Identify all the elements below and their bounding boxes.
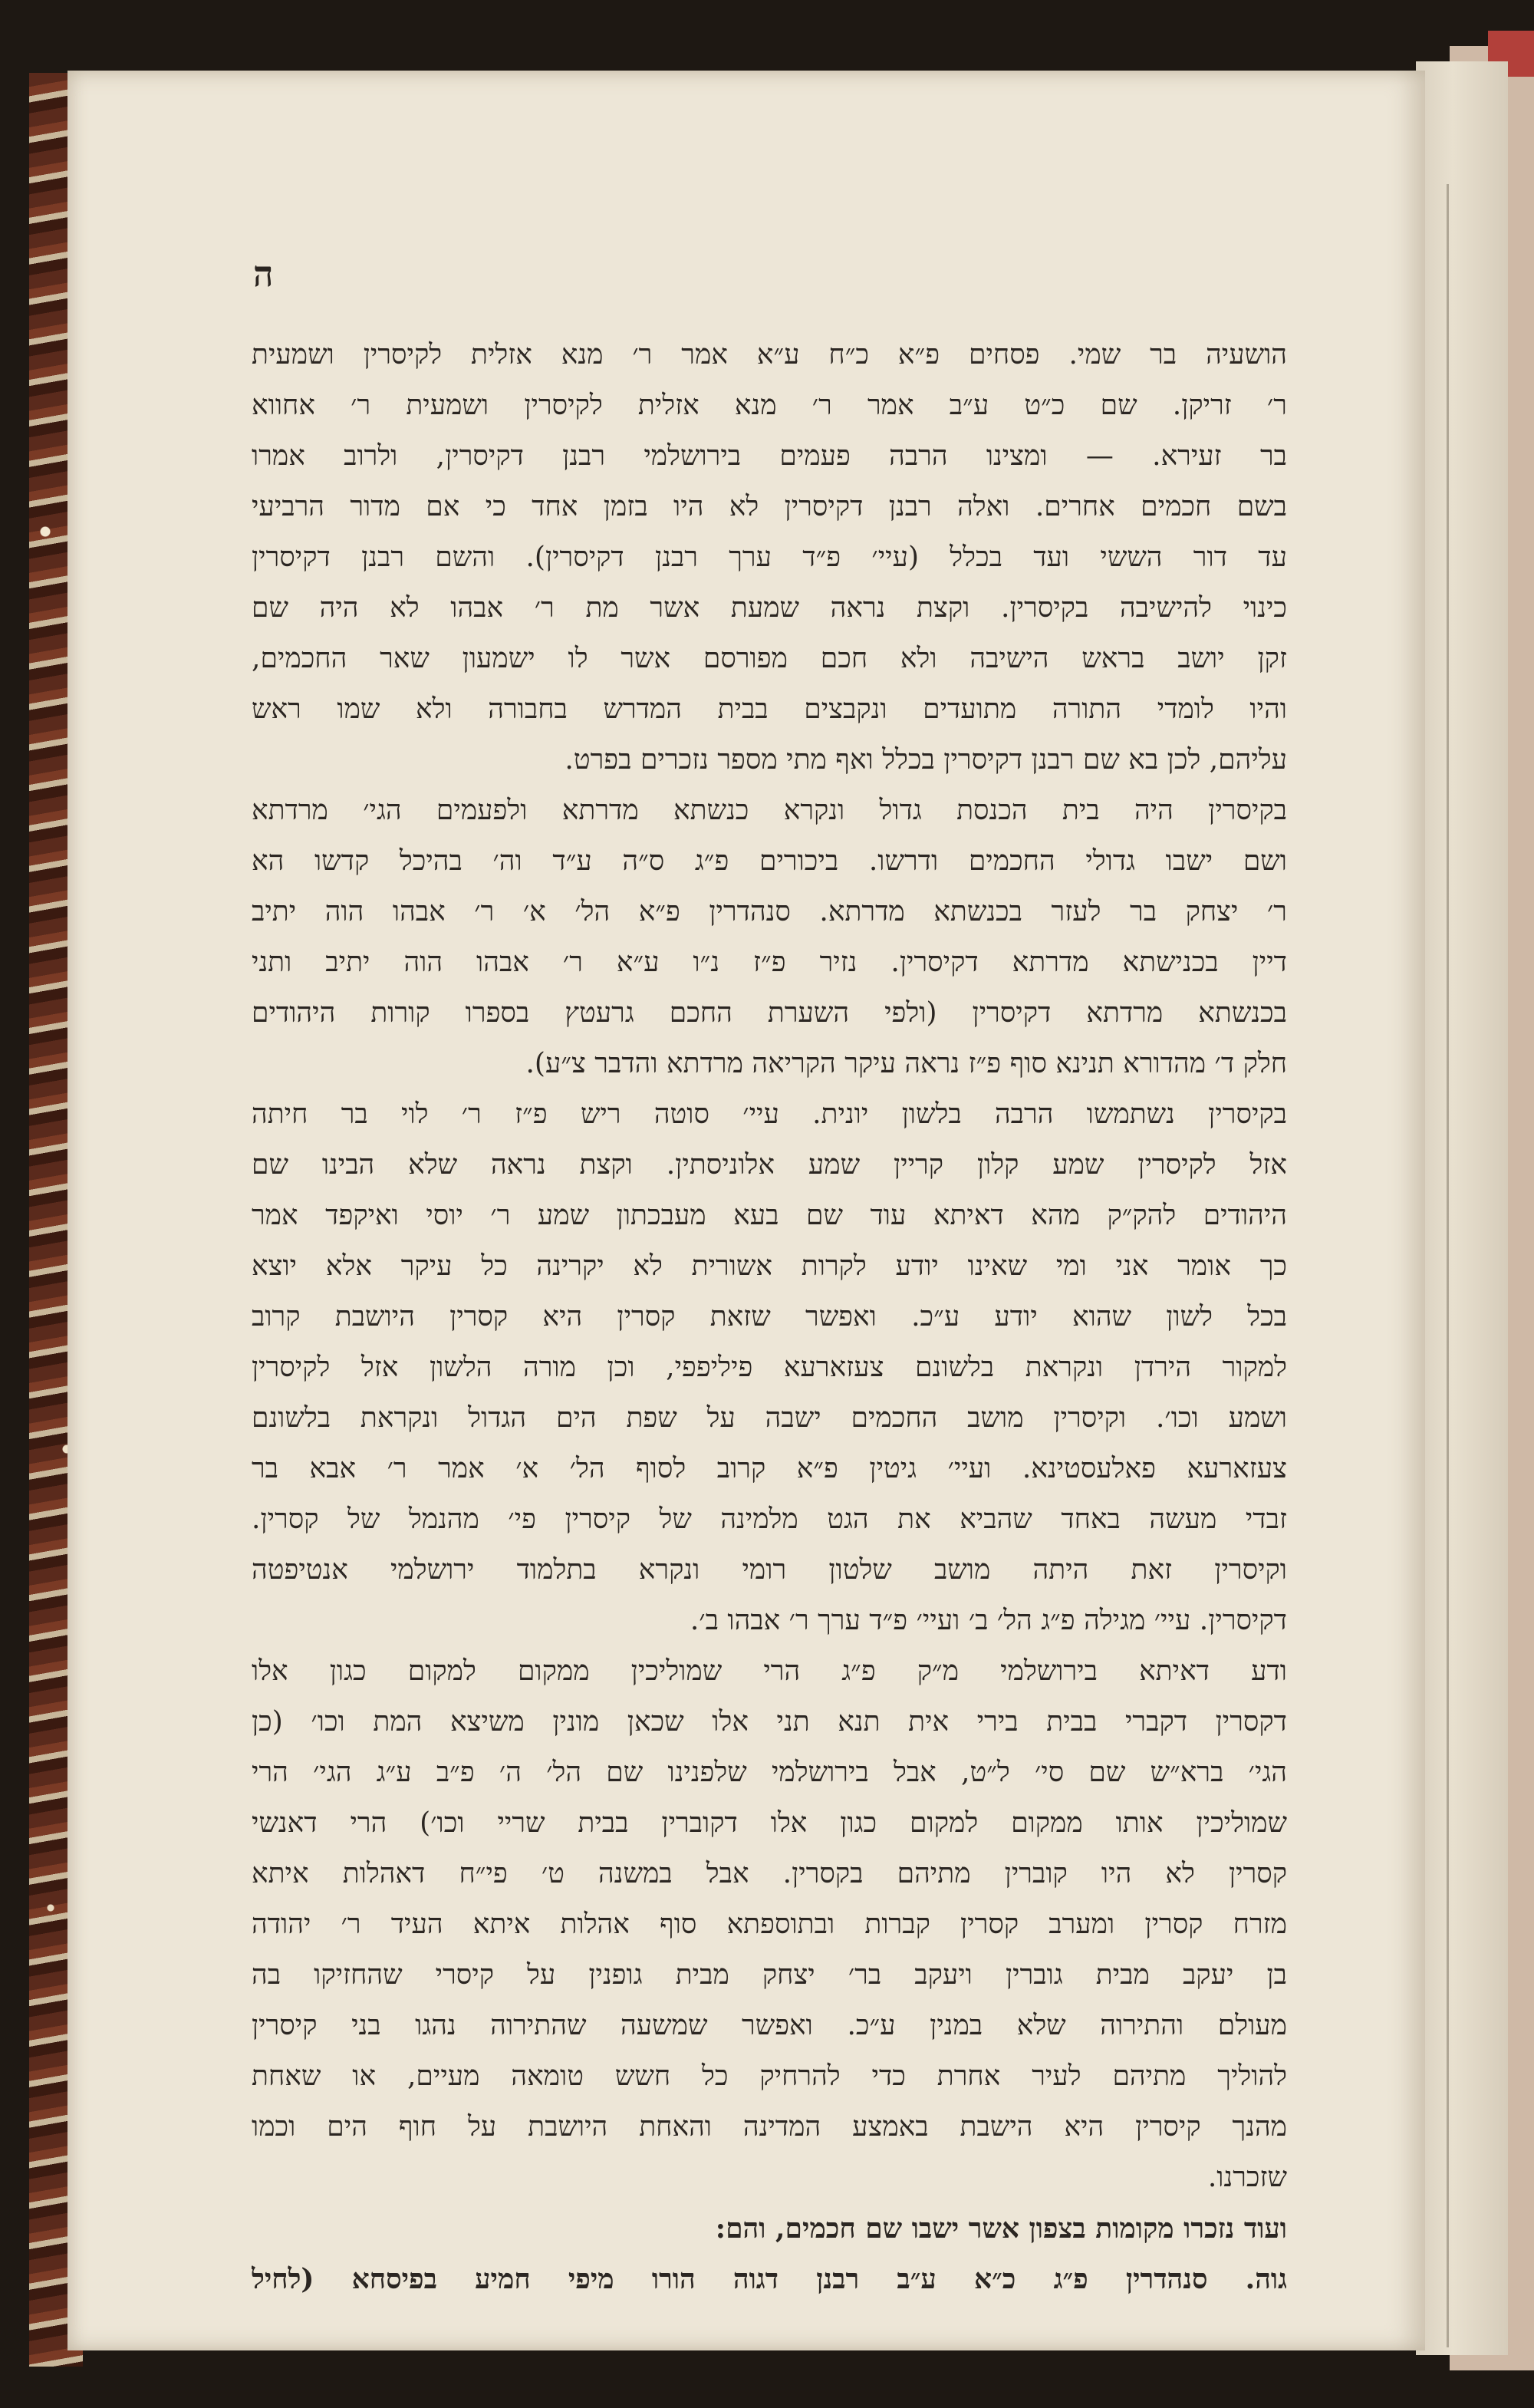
text-line: זבדי מעשה באחד שהביא את הגט מלמינה של קיסרין פי׳ מהנמל של קסרין. bbox=[252, 1504, 1287, 1535]
text-line: דקיסרין. עיי׳ מגילה פ״ג הל׳ ב׳ ועיי׳ פ״ד ערך ר׳ אבהו ב׳. bbox=[690, 1605, 1287, 1636]
text-line: היהודים להק״ק מהא דאיתא עוד שם בעא מעבכתון שמע ר׳ יוסי ואיקפד אמר bbox=[252, 1200, 1287, 1231]
text-line: זקן יושב בראש הישיבה ולא חכם מפורסם אשר לו ישמעון שאר החכמים, bbox=[252, 643, 1287, 674]
text-line: למקור הירדן ונקראת בלשונם צעזארעא פיליפפי, וכן מורה הלשון אזל לקיסרין bbox=[252, 1352, 1287, 1383]
text-line: להוליך מתיהם לעיר אחרת כדי להרחיק כל חשש טומאה מעיים, או שאחת bbox=[252, 2060, 1287, 2092]
text-line: דיין בכנישתא מדרתא דקיסרין. נזיר פ״ז נ״ו ע״א ר׳ אבהו הוה יתיב ותני bbox=[252, 947, 1287, 978]
text-line: כך אומר אני ומי שאינו יודע לקרות אשורית לא יקרינה כל עיקר אלא יוצא bbox=[252, 1250, 1287, 1282]
text-line: ושמע וכו׳. וקיסרין מושב החכמים ישבה על שפת הים הגדול ונקראת בלשונם bbox=[252, 1402, 1287, 1434]
text-line: עד דור הששי ועד בכלל (עיי׳ פ״ד ערך רבנן דקיסרין). והשם רבנן דקיסרין bbox=[252, 542, 1287, 573]
text-line: בשם חכמים אחרים. ואלה רבנן דקיסרין לא היו בזמן אחד כי אם מדור הרביעי bbox=[252, 491, 1287, 522]
text-line: והיו לומדי התורה מתועדים ונקבצים בבית המדרש בחבורה ולא שמו ראש bbox=[252, 693, 1287, 725]
text-line: עליהם, לכן בא שם רבנן דקיסרין בכלל ואף מתי מספר נזכרים בפרט. bbox=[565, 744, 1287, 776]
text-line: ר׳ זריקן. שם כ״ט ע״ב אמר ר׳ מנא אזלית לקיסרין ושמעית ר׳ אחווא bbox=[252, 390, 1287, 421]
text-line: שמוליכין אותו ממקום למקום כגון אלו דקוברין בבית שריי וכו׳) הרי דאנשי bbox=[252, 1807, 1287, 1839]
text-line: דקסרין דקברי בבית בירי אית תנא תני אלו שכאן מונין משיצא המת וכו׳ (כן bbox=[252, 1706, 1287, 1738]
text-line: בר זעירא. — ומצינו הרבה פעמים בירושלמי רבנן דקיסרין, ולרוב אמרו bbox=[252, 440, 1287, 472]
text-line: מזרח קסרין ומערב קסרין קברות ובתוספתא סוף אהלות איתא העיד ר׳ יהודה bbox=[252, 1909, 1287, 1940]
text-line: בן יעקב מבית גוברין ויעקב בר׳ יצחק מבית גופנין על קיסרי שהחזיקו בה bbox=[252, 1959, 1287, 1991]
text-line: קסרין לא היו קוברין מתיהם בקסרין. אבל במשנה ט׳ פי״ח דאהלות איתא bbox=[252, 1858, 1287, 1889]
text-line: בכל לשון שהוא יודע ע״כ. ואפשר שזאת קסרין היא קסרין היושבת קרוב bbox=[252, 1301, 1287, 1332]
page-fold-line bbox=[1447, 184, 1449, 2347]
text-line: צעזארעא פאלעסטינא. ועיי׳ גיטין פ״א קרוב לסוף הל׳ א׳ אמר ר׳ אבא בר bbox=[252, 1453, 1287, 1484]
text-line: בכנשתא מרדתא דקיסרין (ולפי השערת החכם גרעטץ בספרו קורות היהודים bbox=[252, 997, 1287, 1029]
text-line: כינוי להישיבה בקיסרין. וקצת נראה שמעת אשר מת ר׳ אבהו לא היה שם bbox=[252, 592, 1287, 624]
text-line: ושם ישבו גדולי החכמים ודרשו. ביכורים פ״ג ס״ה ע״ד וה׳ בהיכל קדשו הא bbox=[252, 845, 1287, 877]
body-text bbox=[252, 330, 1287, 2304]
text-line: גוה. סנהדרין פ״ג כ״א ע״ב רבנן דגוה הורו מיפי חמיע בפיסחא (לחיל bbox=[252, 2263, 1287, 2295]
page-number-letter: ה bbox=[253, 253, 274, 295]
text-line: הושעיה בר שמי. פסחים פ״א כ״ח ע״א אמר ר׳ מנא אזלית לקיסרין ושמעית bbox=[252, 339, 1287, 371]
text-line: וקיסרין זאת היתה מושב שלטון רומי ונקרא בתלמוד ירושלמי אנטיפטה bbox=[252, 1554, 1287, 1586]
text-line: ר׳ יצחק בר לעזר בכנשתא מדרתא. סנהדרין פ״א הל׳ א׳ ר׳ אבהו הוה יתיב bbox=[252, 896, 1287, 927]
adjacent-page-edge bbox=[1416, 61, 1508, 2355]
text-line: אזל לקיסרין שמע קלון קריין שמע אלוניסתין. וקצת נראה שלא הבינו שם bbox=[252, 1149, 1287, 1181]
text-line: מהנך קיסרין היא הישבת באמצע המדינה והאחת היושבת על חוף הים וכמו bbox=[252, 2111, 1287, 2143]
text-line: חלק ד׳ מהדורא תנינא סוף פ״ז נראה עיקר הקריאה מרדתא והדבר צ״ע). bbox=[525, 1048, 1287, 1079]
text-line: שזכרנו. bbox=[1207, 2162, 1287, 2193]
text-line: ודע דאיתא בירושלמי מ״ק פ״ג הרי שמוליכין ממקום למקום כגון אלו bbox=[252, 1655, 1287, 1687]
text-line: מעולם והתירוה שלא במנין ע״כ. ואפשר שמשעה שהתירוה נהגו בני קיסרין bbox=[252, 2010, 1287, 2041]
text-line: בקיסרין היה בית הכנסת גדול ונקרא כנשתא מדרתא ולפעמים הגי׳ מרדתא bbox=[252, 795, 1287, 826]
text-line: ועוד נזכרו מקומות בצפון אשר ישבו שם חכמים, והם: bbox=[715, 2212, 1287, 2245]
text-line: בקיסרין נשתמשו הרבה בלשון יונית. עיי׳ סוטה ריש פ״ז ר׳ לוי בר חיתה bbox=[252, 1099, 1287, 1130]
text-line: הגי׳ ברא״ש שם סי׳ ל״ט, אבל בירושלמי שלפנינו שם הל׳ ה׳ פ״ב ע״ג הגי׳ הרי bbox=[252, 1757, 1287, 1788]
